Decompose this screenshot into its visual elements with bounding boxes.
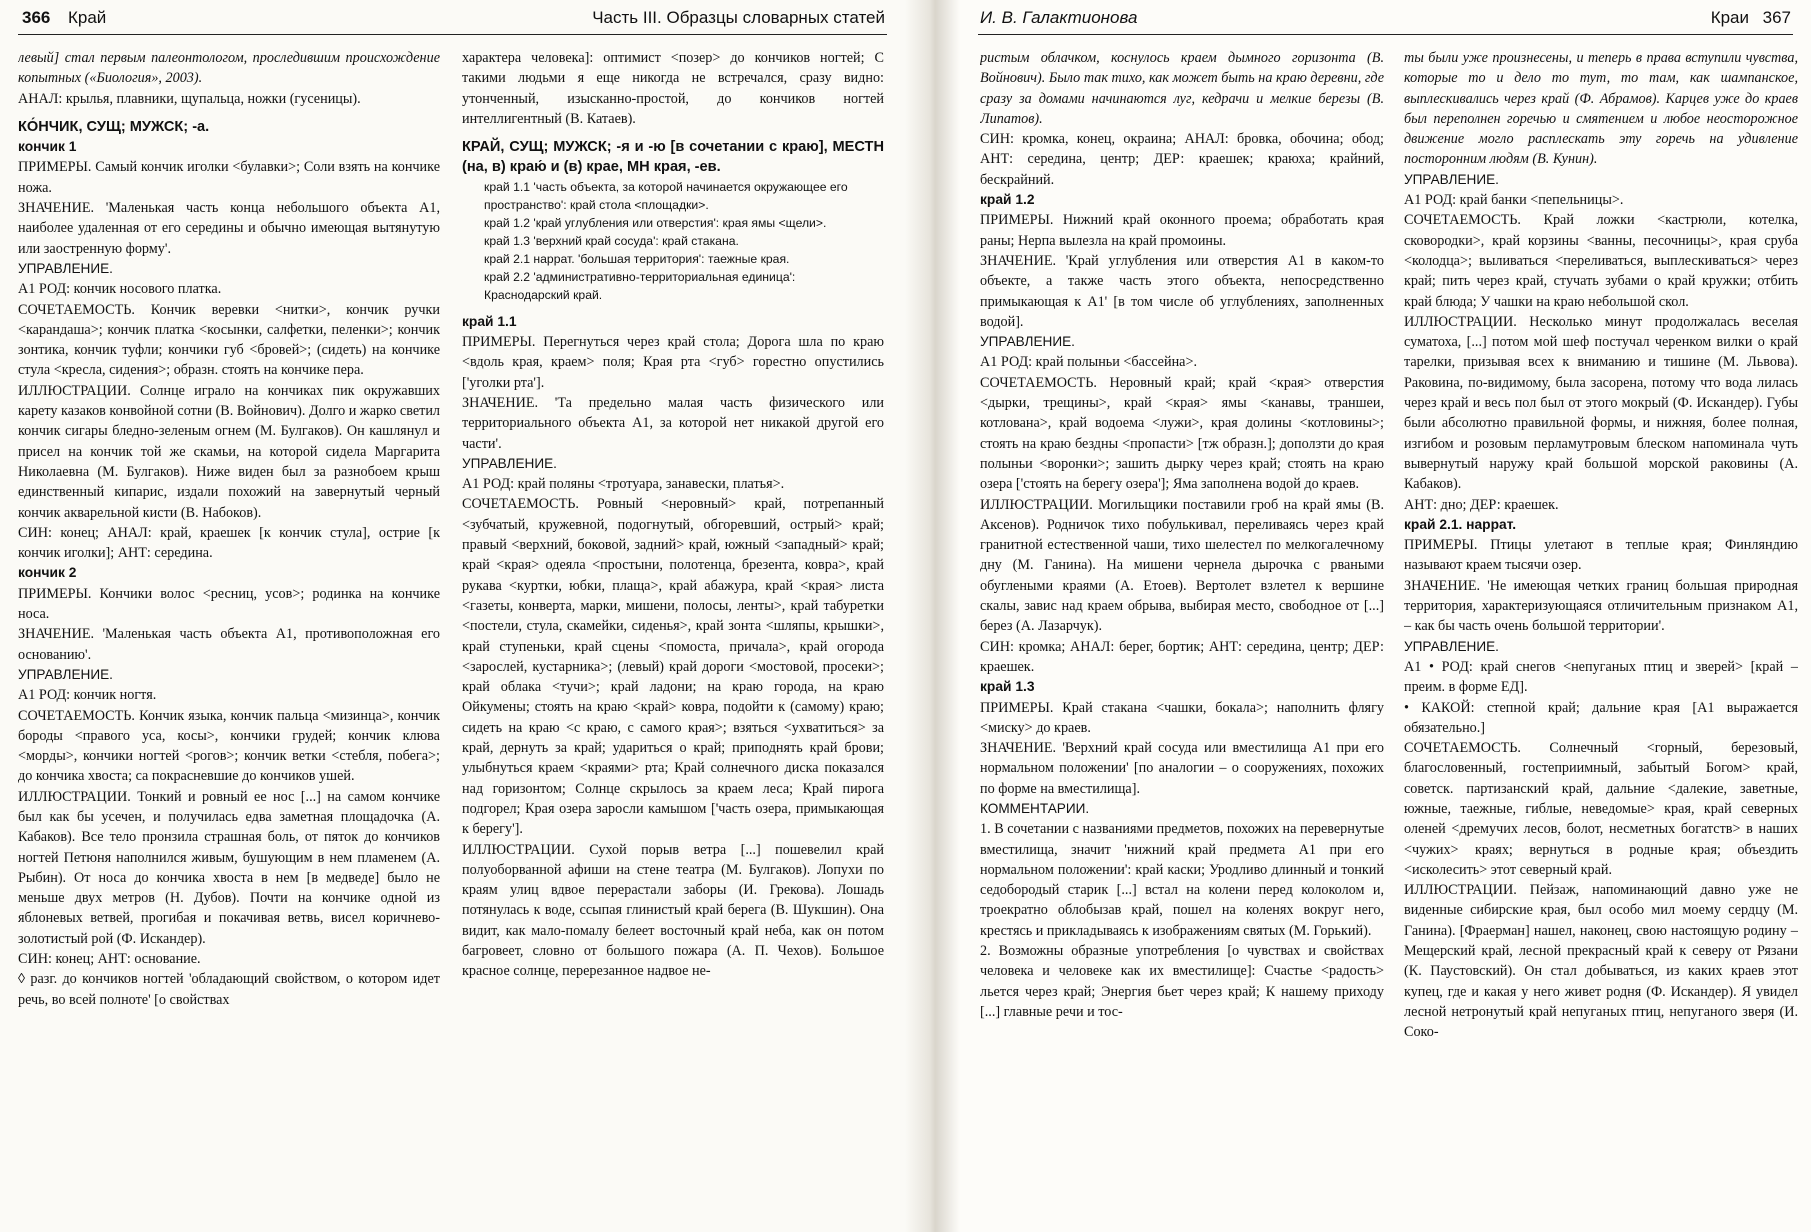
- entry-paragraph: УПРАВЛЕНИЕ.: [1404, 171, 1499, 187]
- entry-paragraph: ◊ разг. до кончиков ногтей 'обладающий свойством, о котором идет речь, во всей полноте' [о свойствах: [18, 971, 440, 1008]
- entry-paragraph: АНАЛ: крылья, плавники, щупальца, ножки (гусеницы).: [18, 90, 361, 107]
- entry-spacer: [18, 109, 440, 117]
- right-page: [960, 0, 1811, 1232]
- left-running-word: Край: [68, 8, 107, 27]
- entry-paragraph: ЗНАЧЕНИЕ. 'Край углубления или отверстия А1 в каком-то объекте, а также часть этого объекта, непосредственно примыкающая к А1' [в том числе об углублениях, заполненных водой].: [980, 252, 1384, 330]
- entry-paragraph: ИЛЛЮСТРАЦИИ. Несколько минут продолжалась веселая суматоха, [...] потом мой шеф постучал черенком вилки о край тарелки, призывая всех к вниманию и тишине (М. Львова). Раковина, по-видимому, была засорена, потому что вода лилась через край и весь пол был от этого мокрый (Ф. Искандер). Губы были абсолютно правильной формы, и нижняя, более полная, изгибом и розовым перламутровым блеском напоминала чуть вывернутый наружу край большой морской раковины (А. Кабаков).: [1404, 313, 1798, 493]
- entry-paragraph: УПРАВЛЕНИЕ.: [1404, 638, 1499, 654]
- entry-paragraph: кончик 2: [18, 565, 77, 581]
- right-running-word: Краи: [1710, 8, 1749, 27]
- entry-paragraph: КОММЕНТАРИИ.: [980, 800, 1090, 816]
- entry-paragraph: ЗНАЧЕНИЕ. 'Верхний край сосуда или вместилища А1 при его нормальном положении' [по аналогии – о сооружениях, похожих по форме на вместилища].: [980, 740, 1384, 797]
- entry-paragraph: ПРИМЕРЫ. Кончики волос <ресниц, усов>; родинка на кончике носа.: [18, 585, 440, 623]
- entry-paragraph: 2. Возможны образные употребления [о чувствах и свойствах человека и человеке как их вместилище]: Счастье <радость> льется через край; Энергия бьет через край; К нашему приходу [...] главные речи и тос-: [980, 943, 1384, 1020]
- entry-paragraph: АНТ: дно; ДЕР: краешек.: [1404, 496, 1559, 513]
- entry-paragraph: край 2.1. наррат.: [1404, 516, 1517, 532]
- entry-paragraph: А1 РОД: кончик носового платка.: [18, 281, 222, 298]
- left-header-rule: [18, 34, 887, 35]
- book-gutter: [905, 0, 960, 1232]
- left-column-2: [462, 48, 884, 1228]
- entry-paragraph: ИЛЛЮСТРАЦИИ. Пейзаж, напоминающий давно уже не виденные сибирские края, был особо мил моему сердцу (М. Ганина). [Фраерман] нашел, наконец, свою настоящую родину – Мещерский край, лесной прекрасный край к северу от Рязани (К. Паустовский). Он стал добываться, из каких краев этот купец, где и какая у него живет родня (Ф. Искандер). Я увидел лесной нетронутый край непуганых птиц, непуганого зверя (И. Соко-: [1404, 882, 1798, 1041]
- entry-paragraph: кончик 1: [18, 139, 77, 155]
- entry-paragraph: ПРИМЕРЫ. Самый кончик иголки <булавки>; Соли взять на кончике ножа.: [18, 159, 440, 196]
- entry-paragraph: А1 РОД: край полыньи <бассейна>.: [980, 354, 1198, 371]
- entry-paragraph: А1 РОД: край поляны <тротуара, занавески, платья>.: [462, 476, 785, 493]
- entry-paragraph: А1 • РОД: край снегов <непуганых птиц и зверей> [край – преим. в форме ЕД].: [1404, 658, 1798, 696]
- entry-paragraph: край 2.2 'административно-территориальная единица': Краснодарский край.: [484, 269, 796, 302]
- entry-paragraph: ИЛЛЮСТРАЦИИ. Сухой порыв ветра [...] пошевелил край полуоборванной афиши на стене театра (М. Булгаков). Лопухи по краям улиц вдвое перерастали заборы (И. Грекова). Лошадь потянулась к воде, ссыпая глинистый край берега (В. Шукшин). Она видит, как мало-помалу белеет восточный край неба, как он потом багровеет, словно от большого пожара (А. П. Чехов). Большое красное солнце, перерезанное надвое не-: [462, 841, 884, 980]
- entry-paragraph: КО́НЧИК, СУЩ; МУЖСК; -а.: [18, 118, 210, 135]
- entry-paragraph: ЗНАЧЕНИЕ. 'Маленькая часть объекта А1, противоположная его основанию'.: [18, 626, 440, 663]
- right-column-1: [980, 48, 1384, 1228]
- entry-paragraph: А1 РОД: край банки <пепельницы>.: [1404, 192, 1624, 209]
- entry-paragraph: СИН: кромка, конец, окраина; АНАЛ: бровка, обочина; обод; АНТ: середина, центр; ДЕР: краешек; краюха; крайний, бескрайний.: [980, 131, 1384, 188]
- entry-paragraph: ПРИМЕРЫ. Птицы улетают в теплые края; Финляндию называют краем тысячи озер.: [1404, 537, 1798, 574]
- entry-paragraph: ЗНАЧЕНИЕ. 'Не имеющая четких границ большая природная территория, характеризующаяся отличительным признаком А1, – как бы часть очень большой территории'.: [1404, 577, 1798, 635]
- entry-paragraph: ПРИМЕРЫ. Перегнуться через край стола; Дорога шла по краю <вдоль края, краем> поля; Края рта <губ> горестно опустились ['уголки рта'].: [462, 334, 884, 391]
- entry-paragraph: край 1.3: [980, 679, 1035, 695]
- left-page-number: 366: [22, 8, 51, 27]
- entry-paragraph: СОЧЕТАЕМОСТЬ. Неровный край; край <края> отверстия <дырки, трещины>, край <края> ямы <канавы, траншеи, котлована>, край водоема <лужи>, края долины <котловины>; стоять на краю бездны <пропасти> [тж образн.]; доползти до края полыньи <воронки>; зашить дырку через край; стоять на краю озера ['стоять на берегу озера']; Яма заполнена водой до краев.: [980, 374, 1384, 493]
- entry-paragraph: край 2.1 наррат. 'большая территория': таежные края.: [484, 251, 790, 266]
- entry-paragraph: ты были уже произнесены, и теперь в права вступили чувства, которые то и дело то тут, то там, как шампанское, выплескивались через край (Ф. Абрамов). Карцев уже до краев был переполнен горечью и смятением и любое неосторожное движение могло расплескать эту горечь на удивление посторонним людям (В. Кунин).: [1404, 50, 1798, 168]
- right-column-2: [1404, 48, 1798, 1228]
- entry-paragraph: УПРАВЛЕНИЕ.: [462, 455, 557, 471]
- entry-paragraph: УПРАВЛЕНИЕ.: [18, 260, 113, 276]
- entry-paragraph: СОЧЕТАЕМОСТЬ. Кончик языка, кончик пальца <мизинца>, кончик бороды <правого уса, косы>, кончики грудей; кончик клюва <морды>, кончики ногтей <рогов>; кончик ветки <стебля, побега>; до кончика хвоста; са покрасневшие до кончиков ушей.: [18, 707, 440, 785]
- entry-paragraph: А1 РОД: кончик ногтя.: [18, 687, 157, 704]
- entry-paragraph: СОЧЕТАЕМОСТЬ. Край ложки <кастрюли, котелка, сковородки>, край корзины <ванны, песочницы>, края сруба <колодца>; выливаться <переливаться, выплескиваться> через край; пить через край, стучать зубами о край кружки; отбить край блюда; У чашки на краю небольшой скол.: [1404, 212, 1798, 310]
- entry-paragraph: край 1.2 'край углубления или отверстия': края ямы <щели>.: [484, 215, 827, 230]
- entry-paragraph: ЗНАЧЕНИЕ. 'Та предельно малая часть физического или территориального объекта А1, за которой нет никакой другой его части'.: [462, 394, 884, 452]
- entry-paragraph: СОЧЕТАЕМОСТЬ. Ровный <неровный> край, потрепанный <зубчатый, кружевной, подогнутый, обгоревший, острый> край; правый <верхний, боковой, задний> край, южный <западный> край; край <края> одеяла <простыни, полотенца, брезента, ковра>, край рукава <куртки, юбки, плаща>, край абажура, край <края> листа <газеты, конверта, марки, мишени, полосы, ленты>, край табуретки <постели, стула, скамейки, сиденья>, край зонта <шляпы, крышки>, край ступеньки, край сцены <помоста, причала>, край огорода <зарослей, кустарника>; (левый) край дороги <мостовой, просеки>; край облака <тучи>; край ладони; на краю города, на краю Ойкумены; стоять на краю <край> ковра, подойти к (самому) краю; сидеть на краю <с краю, с самого края>; взяться <ухватиться> за край, дернуть за край; удариться о край; приподнять край брови; улыбнуться краем <краями> рта; Край солнечного диска показался над горизонтом; Солнце скрылось за краем леса; Край пирога подгорел; Края озера заросли камышом ['часть озера, примыкающая к берегу'].: [462, 496, 884, 838]
- entry-paragraph: СОЧЕТАЕМОСТЬ. Солнечный <горный, березовый, благословенный, гостеприимный, забытый Богом> край, советск. партизанский край, дальние <далекие, заветные, южные, таежные, гиблые, неведомые> края, край северных оленей <дремучих лесов, болот, несметных богатств> в наших <чужих> краях; вернуться в родные края; объездить <исколесить> этот северный край.: [1404, 740, 1798, 878]
- entry-paragraph: 1. В сочетании с названиями предметов, похожих на перевернутые вместилища, значит 'нижний край предмета А1 при его нормальном положении': край каски; Уродливо длинный и тонкий седобородый старик [...] встал на колени перед колоколом и, троекратно облобызав край, пошел на коленях вокруг него, крестясь и прикладываясь к изображениям святых (М. Горький).: [980, 821, 1384, 939]
- entry-paragraph: ПРИМЕРЫ. Нижний край оконного проема; обработать края раны; Нерпа вылезла на край промоины.: [980, 212, 1384, 249]
- entry-paragraph: левый] стал первым палеонтологом, проследившим происхождение копытных («Биология», 2003).: [18, 50, 440, 87]
- entry-paragraph: ристым облачком, коснулось краем дымного горизонта (В. Войнович). Было так тихо, как может быть на краю деревни, где сразу за домами начинаются луг, кедрачи и мелкие березы (В. Липатов).: [980, 50, 1384, 127]
- entry-paragraph: ПРИМЕРЫ. Край стакана <чашки, бокала>; наполнить флягу <миску> до краев.: [980, 699, 1384, 736]
- left-column-1: [18, 48, 440, 1228]
- entry-paragraph: СОЧЕТАЕМОСТЬ. Кончик веревки <нитки>, кончик ручки <карандаша>; кончик платка <косынки, салфетки, пеленки>; кончик зонтика, кончик туфли; кончики губ <бровей>; (сидеть) на кончике стула <кресла, сидения>; образн. стоять на кончике пера.: [18, 301, 440, 379]
- entry-paragraph: характера человека]: оптимист <позер> до кончиков ногтей; С такими людьми я еще никогда не встречался, сразу видно: утонченный, изысканно-простой, до кончиков ногтей интеллигентный (В. Катаев).: [462, 50, 884, 127]
- right-header-rule: [978, 34, 1793, 35]
- right-page-number: 367: [1762, 8, 1791, 27]
- entry-paragraph: край 1.2: [980, 192, 1035, 208]
- entry-paragraph: СИН: конец; АНТ: основание.: [18, 951, 201, 968]
- entry-paragraph: СИН: кромка; АНАЛ: берег, бортик; АНТ: середина, центр; ДЕР: краешек.: [980, 638, 1384, 675]
- entry-spacer: [462, 304, 884, 312]
- right-author: И. В. Галактионова: [980, 8, 1138, 27]
- left-page: [0, 0, 905, 1232]
- entry-paragraph: СИН: конец; АНАЛ: край, краешек [к кончик стула], острие [к кончик иголки]; АНТ: середина.: [18, 524, 440, 562]
- entry-paragraph: край 1.1: [462, 313, 517, 329]
- entry-paragraph: КРАЙ, СУЩ; МУЖСК; -я и -ю [в сочетании с краю], МЕСТН (на, в) краю́ и (в) крае, МН края, -ев.: [462, 139, 884, 176]
- entry-paragraph: • КАКОЙ: степной край; дальние края [А1 выражается обязательно.]: [1404, 699, 1798, 736]
- left-part-title: Часть III. Образцы словарных статей: [592, 8, 885, 27]
- entry-spacer: [462, 129, 884, 137]
- entry-paragraph: ИЛЛЮСТРАЦИИ. Могильщики поставили гроб на край ямы (В. Аксенов). Родничок тихо побулькивал, переливаясь через край гранитной естественной чаши, тихо шелестел по мелкогалечному дну (М. Ганина). На мишени чернела дырочка с рваными обуглеными краями (А. Етоев). Вертолет взлетел к вершине скалы, завис над краем обрыва, выбирая место, свободное от [...] берез (А. Лазарчук).: [980, 496, 1384, 635]
- entry-paragraph: ЗНАЧЕНИЕ. 'Маленькая часть конца небольшого объекта А1, наиболее удаленная от его середины и обычно имеющая вытянутую или заостренную форму'.: [18, 200, 440, 257]
- entry-paragraph: край 1.3 'верхний край сосуда': край стакана.: [484, 233, 739, 248]
- entry-paragraph: УПРАВЛЕНИЕ.: [980, 334, 1075, 350]
- entry-paragraph: ИЛЛЮСТРАЦИИ. Солнце играло на кончиках пик окружавших карету казаков конвойной сотни (В. Войнович). Долго и жарко светил кончик сигары бледно-зеленым огнем (М. Булгаков). Он кашлянул и присел на кончик той же скамьи, на которой сидела Маргарита Николаевна (М. Булгаков). Ниже виден был за разнобоем крыш единственный кипарис, издали похожий на завернутый черный кончик акварельной кисти (В. Набоков).: [18, 382, 440, 521]
- entry-paragraph: УПРАВЛЕНИЕ.: [18, 666, 113, 682]
- entry-paragraph: ИЛЛЮСТРАЦИИ. Тонкий и ровный ее нос [...] на самом кончике был как бы усечен, и получилась едва заметная площадочка (А. Кабаков). Все тело пронзила страшная боль, от пяток до кончиков ногтей Петюня наполнился живым, бушующим в нем пламенем (А. Рыбин). От носа до кончика хвоста в нем [в медведе] было не меньше двух метров (Н. Дубов). Почти на кончике одной из яблоневых ветвей, прогибая и покачивая ветвь, висел коричнево-золотистый рой (Ф. Искандер).: [18, 788, 440, 947]
- entry-paragraph: край 1.1 'часть объекта, за которой начинается окружающее его пространство': край стола <площадки>.: [484, 179, 848, 212]
